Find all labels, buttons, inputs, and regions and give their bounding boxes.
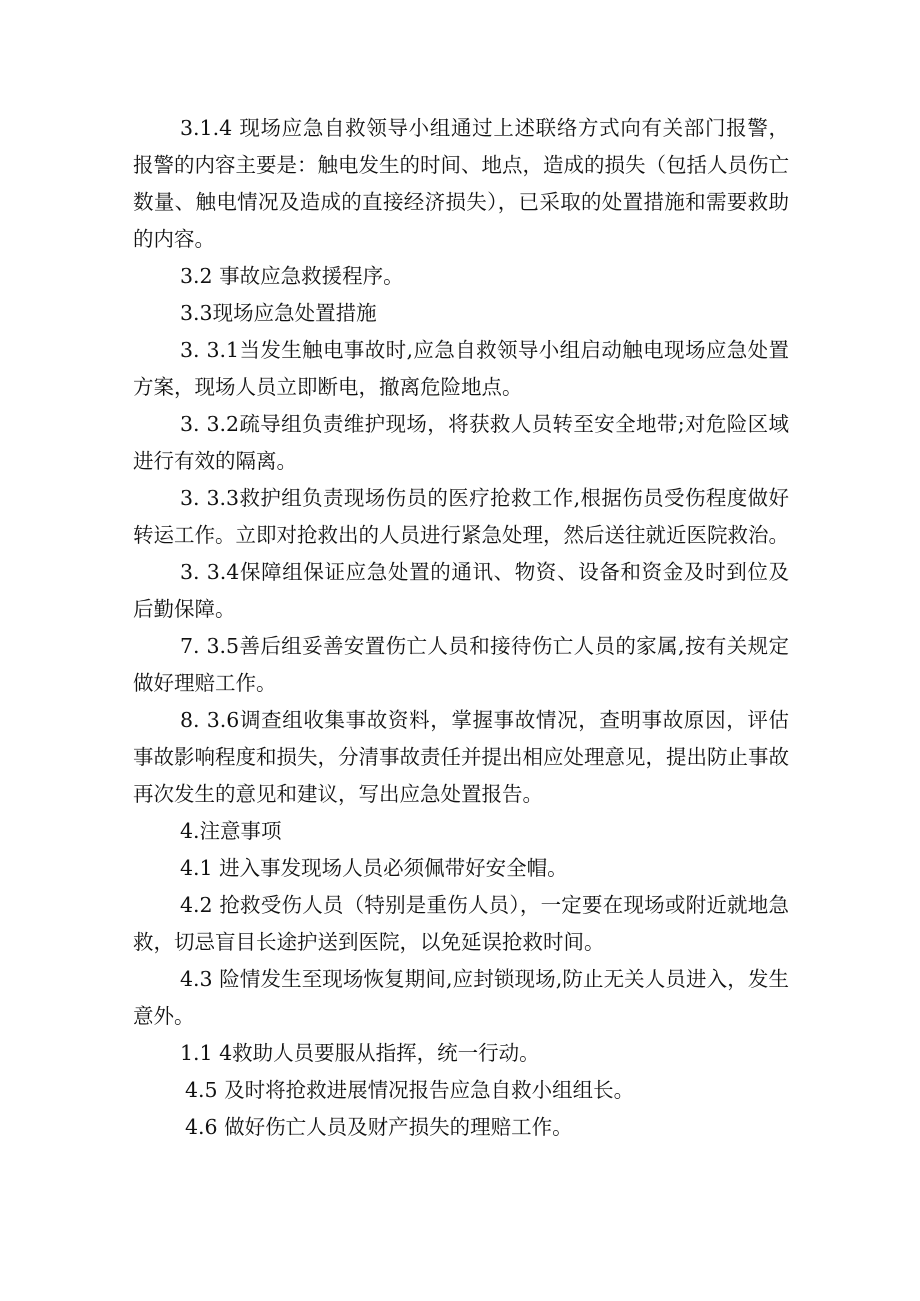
paragraph-4-2: 4.2 抢救受伤人员（特别是重伤人员），一定要在现场或附近就地急救，切忌盲目长途护送到医院，以免延误抢救时间。 bbox=[133, 893, 789, 954]
paragraph-3-3-5: 7. 3.5善后组妥善安置伤亡人员和接待伤亡人员的家属,按有关规定做好理赔工作。 bbox=[133, 634, 789, 695]
paragraph-4-5: 4.5 及时将抢救进展情况报告应急自救小组组长。 bbox=[185, 1078, 635, 1102]
paragraph-4-4: 1.1 4救助人员要服从指挥，统一行动。 bbox=[180, 1041, 540, 1065]
paragraph-3-3-6: 8. 3.6调查组收集事故资料，掌握事故情况，查明事故原因，评估事故影响程度和损失，分清事故责任并提出相应处理意见，提出防止事故再次发生的意见和建议，写出应急处置报告。 bbox=[133, 708, 789, 806]
paragraph-3-3-2: 3. 3.2疏导组负责维护现场，将获救人员转至安全地带;对危险区域进行有效的隔离。 bbox=[133, 412, 789, 473]
paragraph-3-1-4: 3.1.4 现场应急自救领导小组通过上述联络方式向有关部门报警，报警的内容主要是：触电发生的时间、地点，造成的损失（包括人员伤亡数量、触电情况及造成的直接经济损失），已采取的处置措施和需要救助的内容。 bbox=[133, 116, 789, 251]
paragraph-4-6: 4.6 做好伤亡人员及财产损失的理赔工作。 bbox=[185, 1115, 573, 1139]
paragraph-3-2: 3.2 事故应急救援程序。 bbox=[180, 264, 404, 288]
section-heading-4: 4.注意事项 bbox=[180, 819, 282, 843]
paragraph-3-3-4: 3. 3.4保障组保证应急处置的通讯、物资、设备和资金及时到位及后勤保障。 bbox=[133, 560, 789, 621]
document-body bbox=[133, 110, 789, 1146]
paragraph-3-3: 3.3现场应急处置措施 bbox=[180, 301, 377, 325]
paragraph-3-3-3: 3. 3.3救护组负责现场伤员的医疗抢救工作,根据伤员受伤程度做好转运工作。立即对抢救出的人员进行紧急处理，然后送往就近医院救治。 bbox=[133, 486, 789, 547]
paragraph-4-3: 4.3 险情发生至现场恢复期间,应封锁现场,防止无关人员进入，发生意外。 bbox=[133, 967, 789, 1028]
paragraph-4-1: 4.1 进入事发现场人员必须佩带好安全帽。 bbox=[180, 856, 568, 880]
paragraph-3-3-1: 3. 3.1当发生触电事故时,应急自救领导小组启动触电现场应急处置方案，现场人员立即断电，撤离危险地点。 bbox=[133, 338, 789, 399]
